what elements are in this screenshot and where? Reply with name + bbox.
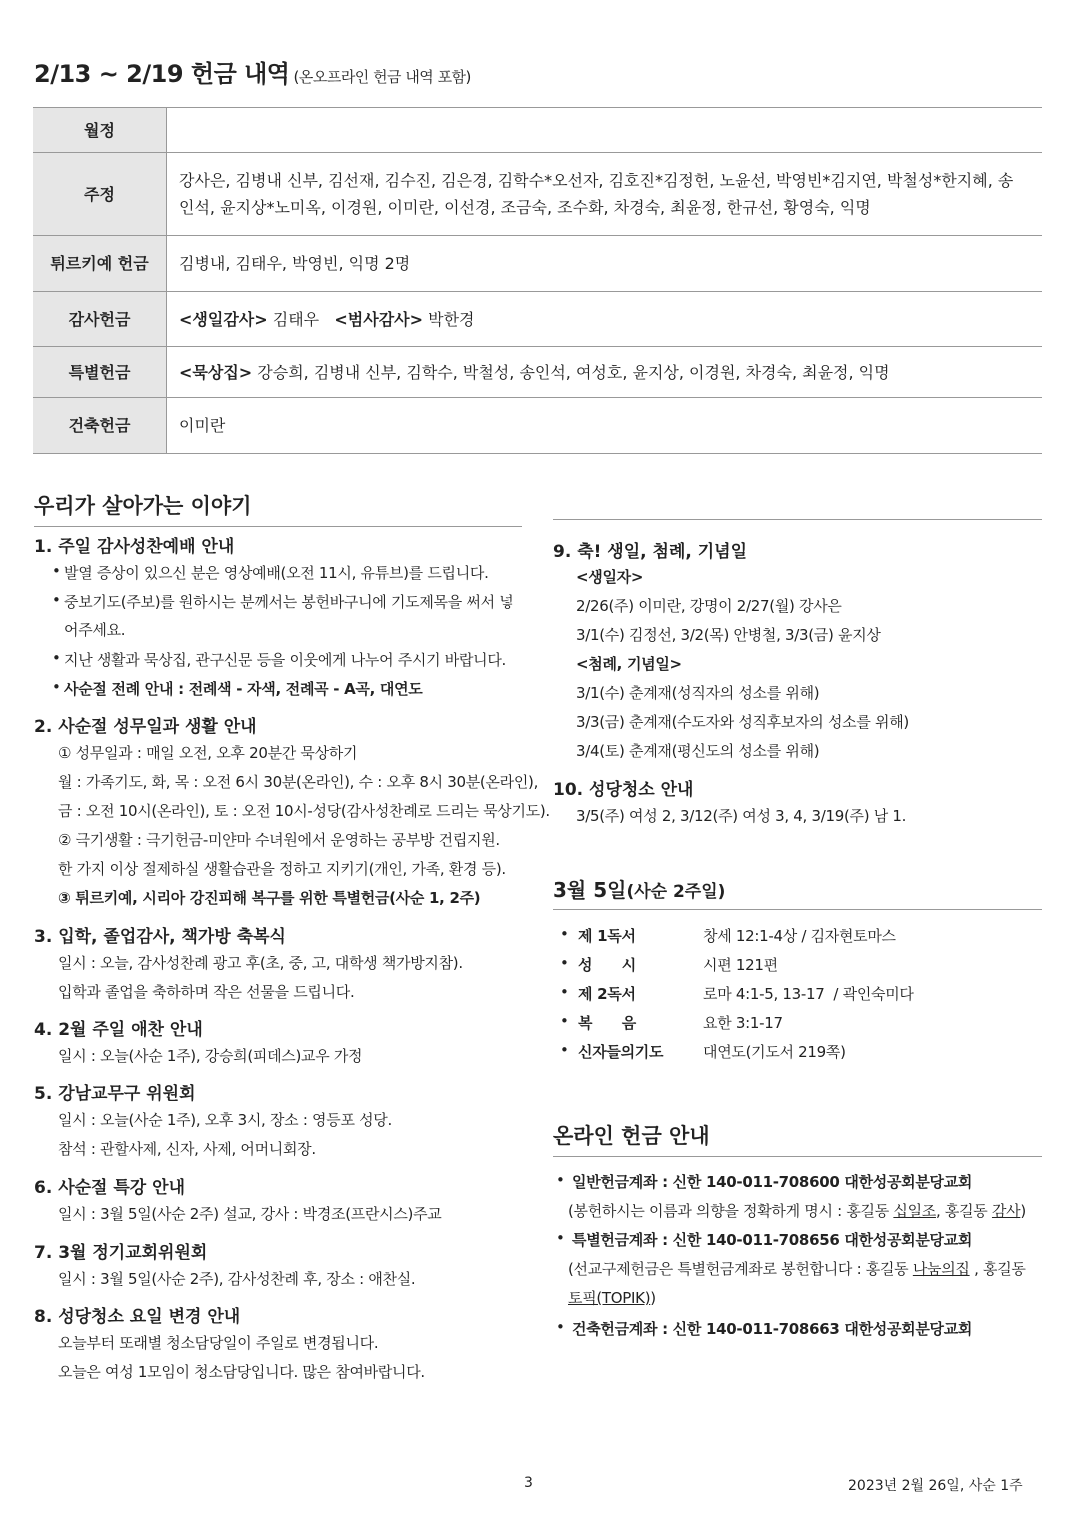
table-row bbox=[33, 292, 1042, 347]
table-row bbox=[33, 153, 1042, 236]
reading-value: 대연도(기도서 219쪽) bbox=[703, 1043, 846, 1061]
story-line: 일시 : 3월 5일(사순 2주), 감사성찬례 후, 장소 : 애찬실. bbox=[58, 1270, 416, 1288]
bullet-dot: • bbox=[560, 1012, 569, 1030]
story-heading: 3. 입학, 졸업감사, 책가방 축복식 bbox=[34, 927, 286, 947]
tag-value: 강승희, 김병내 신부, 김학수, 박철성, 송인석, 여성호, 윤지상, 이경원, 차경숙, 최윤정, 익명 bbox=[257, 362, 890, 382]
story-heading: 9. 축! 생일, 첨례, 기념일 bbox=[553, 542, 748, 562]
row-label: 특별헌금 bbox=[33, 347, 167, 398]
right-column-rule bbox=[553, 519, 1042, 520]
story-line: ① 성무일과 : 매일 오전, 오후 20분간 묵상하기 bbox=[58, 744, 358, 762]
story-line: 오늘은 여성 1모임이 청소담당입니다. 많은 참여바랍니다. bbox=[58, 1363, 425, 1381]
reading-label: 신자들의기도 bbox=[578, 1043, 664, 1061]
story-line: 일시 : 오늘, 감사성찬례 광고 후(초, 중, 고, 대학생 책가방지참). bbox=[58, 954, 463, 972]
bullet-dot: • bbox=[52, 562, 61, 580]
bullet-dot: • bbox=[560, 925, 569, 943]
bullet-dot: • bbox=[556, 1229, 565, 1247]
story-line: 오늘부터 또래별 청소담당일이 주일로 변경됩니다. bbox=[58, 1334, 379, 1352]
row-label: 월정 bbox=[33, 108, 167, 153]
reading-label: 성 시 bbox=[578, 956, 636, 974]
tag-label: <범사감사> bbox=[334, 309, 424, 329]
story-heading: 5. 강남교무구 위원회 bbox=[34, 1084, 196, 1104]
account-note: (봉헌하시는 이름과 의향을 정확하게 명시 : 홍길동 십일조, 홍길동 감사) bbox=[568, 1202, 1026, 1220]
story-heading: 6. 사순절 특강 안내 bbox=[34, 1178, 185, 1198]
row-value bbox=[167, 347, 1043, 398]
offering-subtitle: (온오프라인 헌금 내역 포함) bbox=[293, 68, 471, 86]
table-row bbox=[33, 108, 1042, 153]
story-line: 3/1(수) 춘계재(성직자의 성소를 위해) bbox=[576, 684, 820, 702]
tag-label: <묵상집> bbox=[179, 362, 253, 382]
account-note: 토픽(TOPIK)) bbox=[568, 1289, 656, 1307]
story-line: 일시 : 3월 5일(사순 2주) 설교, 강사 : 박경조(프란시스)주교 bbox=[58, 1205, 442, 1223]
story-line: 입학과 졸업을 축하하며 작은 선물을 드립니다. bbox=[58, 983, 355, 1001]
story-line: 참석 : 관할사제, 신자, 사제, 어머니회장. bbox=[58, 1140, 316, 1158]
row-value bbox=[167, 108, 1043, 153]
reading-value: 창세 12:1-4상 / 김자현토마스 bbox=[703, 927, 896, 945]
story-line: 한 가지 이상 절제하실 생활습관을 정하고 지키기(개인, 가족, 환경 등). bbox=[58, 860, 506, 878]
reading-label: 제 2독서 bbox=[578, 985, 636, 1003]
bullet-dot: • bbox=[52, 591, 61, 609]
story-line: 금 : 오전 10시(온라인), 토 : 오전 10시-성당(감사성찬례로 드리는 묵상기도). bbox=[58, 802, 550, 820]
row-label: 감사헌금 bbox=[33, 292, 167, 347]
story-line: <첨례, 기념일> bbox=[576, 655, 682, 673]
account-note: (선교구제헌금은 특별헌금계좌로 봉헌합니다 : 홍길동 나눔의집 , 홍길동 bbox=[568, 1260, 1026, 1278]
story-line: 3/3(금) 춘계재(수도자와 성직후보자의 성소를 위해) bbox=[576, 713, 909, 731]
row-value: 강사은, 김병내 신부, 김선재, 김수진, 김은경, 김학수*오선자, 김호진*김정헌, 노윤선, 박영빈*김지연, 박철성*한지혜, 송인석, 윤지상*노미옥, 이경원, 이미란, 이선경, 조금숙, 조수화, 차경숙, 최윤정, 한규선, 황영숙, 익명 bbox=[167, 153, 1043, 236]
story-line: 3/4(토) 춘계재(평신도의 성소를 위해) bbox=[576, 742, 820, 760]
story-section-title: 우리가 살아가는 이야기 bbox=[34, 490, 522, 527]
page-number: 3 bbox=[524, 1475, 533, 1491]
account-building: 건축헌금계좌 : 신한 140-011-708663 대한성공회분당교회 bbox=[572, 1320, 973, 1338]
reading-value: 시편 121편 bbox=[703, 956, 778, 974]
account-general: 일반헌금계좌 : 신한 140-011-708600 대한성공회분당교회 bbox=[572, 1173, 973, 1191]
row-value bbox=[167, 292, 1043, 347]
bullet-dot: • bbox=[556, 1318, 565, 1336]
bullet-dot: • bbox=[556, 1171, 565, 1189]
story-line: <생일자> bbox=[576, 568, 644, 586]
row-label: 주정 bbox=[33, 153, 167, 236]
online-section-title: 온라인 헌금 안내 bbox=[553, 1120, 1042, 1157]
story-line: 어주세요. bbox=[64, 621, 126, 639]
story-line: 3/5(주) 여성 2, 3/12(주) 여성 3, 4, 3/19(주) 남 1. bbox=[576, 807, 907, 825]
reading-value: 요한 3:1-17 bbox=[703, 1014, 783, 1032]
story-line: 일시 : 오늘(사순 1주), 강승희(피데스)교우 가정 bbox=[58, 1047, 363, 1065]
story-heading: 1. 주일 감사성찬예배 안내 bbox=[34, 537, 235, 557]
story-line: ③ 튀르키예, 시리아 강진피해 복구를 위한 특별헌금(사순 1, 2주) bbox=[58, 889, 481, 907]
story-line: 2/26(주) 이미란, 강명이 2/27(월) 강사은 bbox=[576, 597, 842, 615]
tag-label: <생일감사> bbox=[179, 309, 268, 329]
offering-title: 2/13 ~ 2/19 헌금 내역 (온오프라인 헌금 내역 포함) bbox=[34, 60, 471, 88]
offering-table bbox=[33, 107, 1042, 454]
reading-label: 복 음 bbox=[578, 1014, 636, 1032]
story-line: 월 : 가족기도, 화, 목 : 오전 6시 30분(온라인), 수 : 오후 8시 30분(온라인), bbox=[58, 773, 539, 791]
story-line: ② 극기생활 : 극기헌금-미얀마 수녀원에서 운영하는 공부방 건립지원. bbox=[58, 831, 500, 849]
readings-subtitle: (사순 2주일) bbox=[626, 882, 726, 902]
story-heading: 7. 3월 정기교회위원회 bbox=[34, 1243, 208, 1263]
story-line: 3/1(수) 김정선, 3/2(목) 안병철, 3/3(금) 윤지상 bbox=[576, 626, 881, 644]
story-line: 사순절 전례 안내 : 전례색 - 자색, 전례곡 - A곡, 대연도 bbox=[64, 680, 423, 698]
row-label: 건축헌금 bbox=[33, 398, 167, 454]
account-special: 특별헌금계좌 : 신한 140-011-708656 대한성공회분당교회 bbox=[572, 1231, 973, 1249]
readings-section-title: 3월 5일(사순 2주일) bbox=[553, 874, 1042, 910]
reading-label: 제 1독서 bbox=[578, 927, 636, 945]
bullet-dot: • bbox=[52, 649, 61, 667]
bullet-dot: • bbox=[560, 1041, 569, 1059]
story-line: 발열 증상이 있으신 분은 영상예배(오전 11시, 유튜브)를 드립니다. bbox=[64, 564, 489, 582]
story-heading: 2. 사순절 성무일과 생활 안내 bbox=[34, 717, 257, 737]
story-heading: 4. 2월 주일 애찬 안내 bbox=[34, 1020, 203, 1040]
story-line: 일시 : 오늘(사순 1주), 오후 3시, 장소 : 영등포 성당. bbox=[58, 1111, 392, 1129]
story-line: 지난 생활과 묵상집, 관구신문 등을 이웃에게 나누어 주시기 바랍니다. bbox=[64, 651, 507, 669]
tag-value: 김태우 bbox=[272, 309, 320, 329]
footer-date: 2023년 2월 26일, 사순 1주 bbox=[848, 1478, 1023, 1494]
table-row bbox=[33, 398, 1042, 454]
row-value: 김병내, 김태우, 박영빈, 익명 2명 bbox=[167, 236, 1043, 292]
tag-value: 박한경 bbox=[428, 309, 475, 329]
table-row bbox=[33, 236, 1042, 292]
bullet-dot: • bbox=[560, 983, 569, 1001]
bullet-dot: • bbox=[52, 678, 61, 696]
story-line: 중보기도(주보)를 원하시는 분께서는 봉헌바구니에 기도제목을 써서 넣 bbox=[64, 593, 514, 611]
story-heading: 10. 성당청소 안내 bbox=[553, 780, 694, 800]
table-row bbox=[33, 347, 1042, 398]
row-label: 튀르키예 헌금 bbox=[33, 236, 167, 292]
row-value: 이미란 bbox=[167, 398, 1043, 454]
bullet-dot: • bbox=[560, 954, 569, 972]
story-heading: 8. 성당청소 요일 변경 안내 bbox=[34, 1307, 241, 1327]
reading-value: 로마 4:1-5, 13-17 / 곽인숙미다 bbox=[703, 985, 914, 1003]
